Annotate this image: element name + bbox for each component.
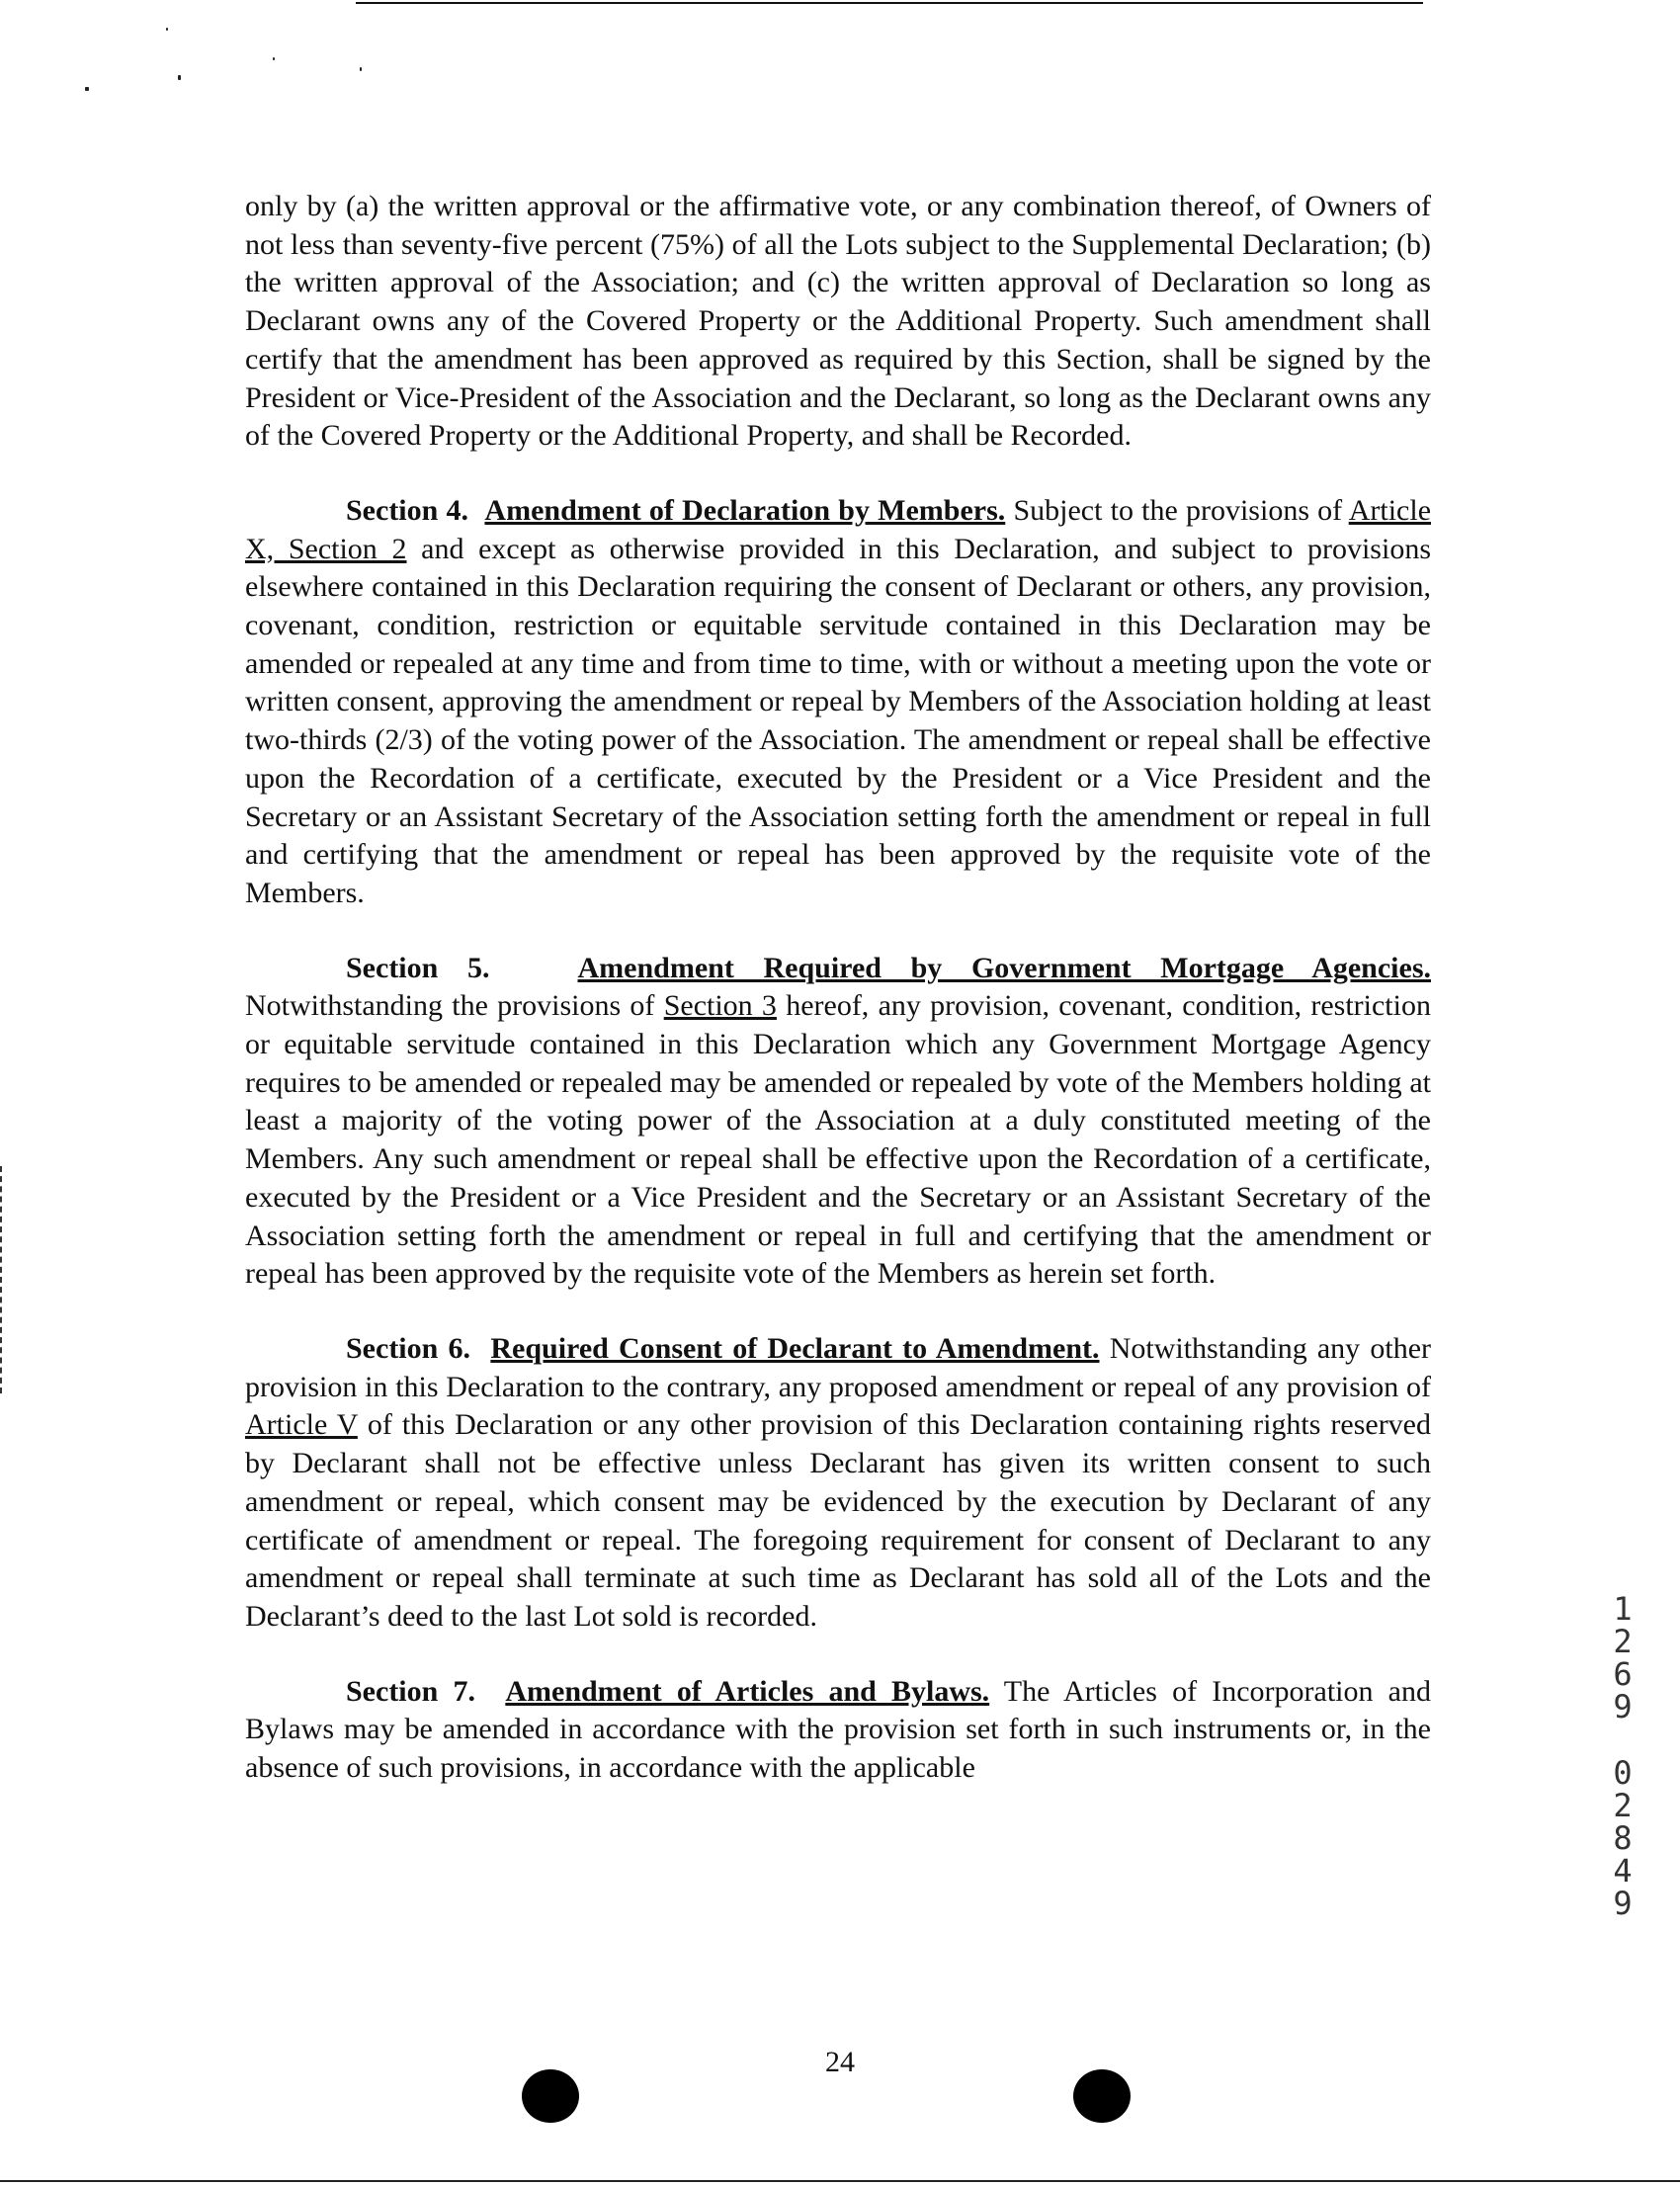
recording-number-stamp	[1603, 1590, 1642, 1922]
section-title: Amendment Required by Government Mortgage Agencies.	[577, 951, 1432, 984]
paragraph-text: Subject to the provisions of	[1005, 493, 1349, 527]
section-title: Amendment of Articles and Bylaws.	[505, 1674, 990, 1708]
scan-speck	[360, 67, 362, 71]
paragraph-section-7	[245, 1673, 1431, 1788]
stamp-digit: 2	[1613, 1623, 1633, 1660]
section-title: Required Consent of Declarant to Amendment.	[490, 1331, 1100, 1365]
page-number: 24	[825, 2046, 855, 2078]
document-body	[245, 188, 1431, 1824]
stamp-digit: 4	[1613, 1852, 1633, 1890]
stamp-digit: 2	[1613, 1787, 1633, 1824]
section-label: Section 7.	[346, 1674, 475, 1708]
cross-reference: Section 3	[663, 989, 777, 1023]
paragraph-continuation	[245, 188, 1431, 456]
scan-speck	[85, 87, 89, 91]
stamp-digit: 1	[1613, 1590, 1633, 1628]
cross-reference: Article V	[245, 1408, 358, 1442]
section-label: Section 6.	[346, 1331, 471, 1365]
paragraph-section-6	[245, 1330, 1431, 1637]
stamp-digit: 9	[1613, 1688, 1633, 1725]
binding-hole-left	[522, 2069, 579, 2123]
paragraph-section-4	[245, 492, 1431, 913]
stamp-spacer	[1603, 1724, 1642, 1757]
stamp-digit: 8	[1613, 1819, 1633, 1857]
paragraph-text: only by (a) the written approval or the affirmative vote, or any combination thereof, of Owners of not less than seventy-five percent (75%) of all the Lots subject to the Supplemental Declaration; (b) the written approval of the Association; and (c) the written approval of Declaration so long as Declarant owns any of the Covered Property or the Additional Property. Such amendment shall certify that the amendment has been approved as required by this Section, shall be signed by the President or Vice-President of the Association and the Declarant, so long as the Declarant owns any of the Covered Property or the Additional Property, and shall be Recorded.	[245, 190, 1431, 453]
scan-speck	[178, 75, 181, 80]
top-scan-edge	[356, 2, 1423, 4]
stamp-digit: 6	[1613, 1655, 1633, 1693]
scan-speck	[273, 57, 275, 60]
paragraph-text: and except as otherwise provided in this Declaration, and subject to provisions elsewhere contained in this Declaration requiring the consent of Declarant or others, any provision, covenant, condition, restriction or equitable servitude contained in this Declaration may be amended or repealed at any time and from time to time, with or without a meeting upon the vote or written consent, approving the amendment or repeal by Members of the Association holding at least two-thirds (2/3) of the voting power of the Association. The amendment or repeal shall be effective upon the Recordation of a certificate, executed by the President or a Vice President and the Secretary or an Assistant Secretary of the Association setting forth the amendment or repeal in full and certifying that the amendment or repeal has been approved by the requisite vote of the Members.	[245, 532, 1431, 909]
paragraph-section-5	[245, 950, 1431, 1294]
paragraph-text: Notwithstanding any other provision in this Declaration to the contrary, any proposed amendment or repeal of any provision of	[245, 1331, 1432, 1403]
paragraph-text: of this Declaration or any other provision of this Declaration containing rights reserved by Declarant shall not be effective unless Declarant has given its written consent to such amendment or repeal, which consent may be evidenced by the execution by Declarant of any certificate of amendment or repeal. The foregoing requirement for consent of Declarant to any amendment or repeal shall terminate at such time as Declarant has sold all of the Lots and the Declarant’s deed to the last Lot sold is recorded.	[245, 1408, 1431, 1633]
cross-reference: Article X, Section 2	[245, 493, 1432, 565]
paragraph-text: hereof, any provision, covenant, condition, restriction or equitable servitude contained in this Declaration which any Government Mortgage Agency requires to be amended or repealed may be amended or repealed by vote of the Members holding at least a majority of the voting power of the Association at a duly constituted meeting of the Members. Any such amendment or repeal shall be effective upon the Recordation of a certificate, executed by the President or a Vice President and the Secretary or an Assistant Secretary of the Association setting forth the amendment or repeal in full and certifying that the amendment or repeal has been approved by the requisite vote of the Members as herein set forth.	[245, 989, 1431, 1291]
paragraph-text: Notwithstanding the provisions of	[245, 989, 664, 1023]
section-label: Section 4.	[346, 493, 469, 527]
stamp-digit: 9	[1613, 1885, 1633, 1922]
section-title: Amendment of Declaration by Members.	[484, 493, 1006, 527]
paragraph-text: The Articles of Incorporation and Bylaws may be amended in accordance with the provision set forth in such instruments or, in the absence of such provisions, in accordance with the applicable	[245, 1674, 1431, 1785]
binding-hole-right	[1073, 2069, 1131, 2123]
section-label: Section 5.	[346, 951, 490, 984]
bottom-scan-edge	[0, 2180, 1680, 2182]
scan-speck	[166, 28, 168, 31]
stamp-digit: 0	[1613, 1754, 1633, 1792]
left-scan-marks	[0, 1166, 4, 1393]
